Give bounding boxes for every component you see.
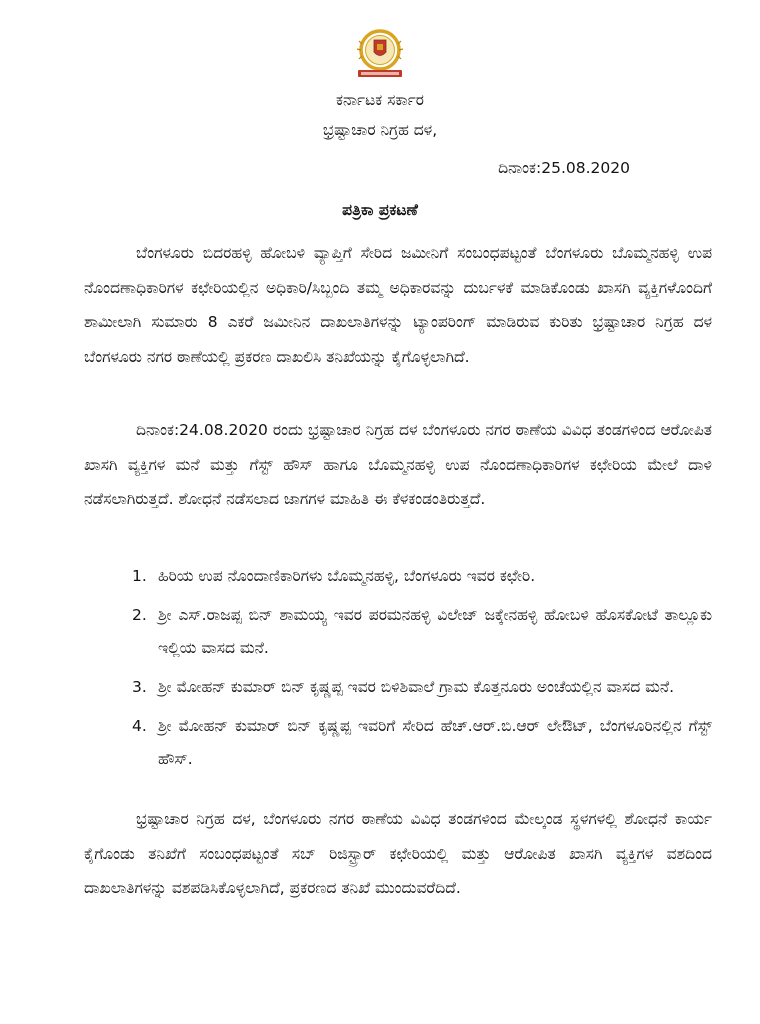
karnataka-state-emblem-icon — [350, 28, 410, 80]
list-item — [132, 671, 712, 704]
list-item-number: 4. — [132, 717, 147, 735]
list-item-text: ಹಿರಿಯ ಉಪ ನೊಂದಾಣಿಕಾರಿಗಳು ಬೊಮ್ಮನಹಳ್ಳಿ, ಬೆಂಗಳೂರು ಇವರ ಕಛೇರಿ. — [158, 567, 536, 585]
list-item-text: ಶ್ರೀ ಮೋಹನ್ ಕುಮಾರ್ ಬಿನ್ ಕೃಷ್ಣಪ್ಪ ಇವರ ಬಿಳಿಶಿವಾಲೆ ಗ್ರಾಮ ಕೊತ್ತನೂರು ಅಂಚೆಯಲ್ಲಿನ ವಾಸದ ಮನೆ. — [158, 678, 675, 696]
government-name: ಕರ್ನಾಟಕ ಸರ್ಕಾರ — [335, 91, 425, 109]
list-item — [132, 599, 712, 665]
list-item — [132, 710, 712, 776]
paragraph-case-registration: ಬೆಂಗಳೂರು ಬಿದರಹಳ್ಳಿ ಹೋಬಳಿ ವ್ಯಾಪ್ತಿಗೆ ಸೇರಿದ ಜಮೀನಿಗೆ ಸಂಬಂಧಪಟ್ಟಂತೆ ಬೆಂಗಳೂರು ಬೊಮ್ಮನಹಳ್ಳಿ ಉಪ ನೊಂದಣಾಧಿಕಾರಿಗಳ ಕಛೇರಿಯಲ್ಲಿನ ಅಧಿಕಾರಿ/ಸಿಬ್ಬಂದಿ ತಮ್ಮ ಅಧಿಕಾರವನ್ನು ದುರ್ಬಳಕೆ ಮಾಡಿಕೊಂಡು ಖಾಸಗಿ ವ್ಯಕ್ತಿಗಳೊಂದಿಗೆ ಶಾಮೀಲಾಗಿ ಸುಮಾರು 8 ಎಕರೆ ಜಮೀನಿನ ದಾಖಲಾತಿಗಳನ್ನು ಟ್ಯಾಂಪರಿಂಗ್ ಮಾಡಿರುವ ಕುರಿತು ಭ್ರಷ್ಟಾಚಾರ ನಿಗ್ರಹ ದಳ ಬೆಂಗಳೂರು ನಗರ ಠಾಣೆಯಲ್ಲಿ ಪ್ರಕರಣ ದಾಖಲಿಸಿ ತನಿಖೆಯನ್ನು ಕೈಗೊಳ್ಳಲಾಗಿದೆ. — [84, 244, 712, 366]
list-item-number: 2. — [132, 606, 147, 624]
list-item-number: 1. — [132, 567, 147, 585]
paragraph-raid-details: ದಿನಾಂಕ:24.08.2020 ರಂದು ಭ್ರಷ್ಟಾಚಾರ ನಿಗ್ರಹ ದಳ ಬೆಂಗಳೂರು ನಗರ ಠಾಣೆಯ ವಿವಿಧ ತಂಡಗಳಿಂದ ಆರೋಪಿತ ಖಾಸಗಿ ವ್ಯಕ್ತಿಗಳ ಮನೆ ಮತ್ತು ಗೆಸ್ಟ್ ಹೌಸ್ ಹಾಗೂ ಬೊಮ್ಮನಹಳ್ಳಿ ಉಪ ನೊಂದಣಾಧಿಕಾರಿಗಳ ಕಛೇರಿಯ ಮೇಲೆ ದಾಳಿ ನಡೆಸಲಾಗಿರುತ್ತದೆ. ಶೋಧನೆ ನಡೆಸಲಾದ ಜಾಗಗಳ ಮಾಹಿತಿ ಈ ಕೆಳಕಂಡಂತಿರುತ್ತದೆ. — [84, 421, 712, 508]
department-name: ಭ್ರಷ್ಟಾಚಾರ ನಿಗ್ರಹ ದಳ, — [322, 121, 438, 139]
list-item-number: 3. — [132, 678, 147, 696]
release-date: ದಿನಾಂಕ:25.08.2020 — [498, 159, 630, 177]
list-item-text: ಶ್ರೀ ಮೋಹನ್ ಕುಮಾರ್ ಬಿನ್ ಕೃಷ್ಣಪ್ಪ ಇವರಿಗೆ ಸೇರಿದ ಹೆಚ್.ಆರ್.ಬಿ.ಆರ್ ಲೇಔಟ್, ಬೆಂಗಳೂರಿನಲ್ಲಿನ ಗೆಸ್ಟ್ ಹೌಸ್. — [158, 717, 712, 768]
press-release-title: ಪತ್ರಿಕಾ ಪ್ರಕಟಣೆ — [342, 201, 418, 219]
searched-locations-list — [132, 560, 712, 782]
paragraph-investigation-status: ಭ್ರಷ್ಟಾಚಾರ ನಿಗ್ರಹ ದಳ, ಬೆಂಗಳೂರು ನಗರ ಠಾಣೆಯ ವಿವಿಧ ತಂಡಗಳಿಂದ ಮೇಲ್ಕಂಡ ಸ್ಥಳಗಳಲ್ಲಿ ಶೋಧನೆ ಕಾರ್ಯ ಕೈಗೊಂಡು ತನಿಖೆಗೆ ಸಂಬಂಧಪಟ್ಟಂತೆ ಸಬ್ ರಿಜಿಸ್ಟ್ರಾರ್ ಕಛೇರಿಯಲ್ಲಿ ಮತ್ತು ಆರೋಪಿತ ಖಾಸಗಿ ವ್ಯಕ್ತಿಗಳ ವಶದಿಂದ ದಾಖಲಾತಿಗಳನ್ನು ವಶಪಡಿಸಿಕೊಳ್ಳಲಾಗಿದೆ, ಪ್ರಕರಣದ ತನಿಖೆ ಮುಂದುವರೆದಿದೆ. — [84, 810, 712, 897]
list-item-text: ಶ್ರೀ ಎಸ್.ರಾಜಪ್ಪ ಬಿನ್ ಶಾಮಯ್ಯ ಇವರ ಪರಮನಹಳ್ಳಿ ವಿಲೇಜ್ ಜಕ್ಕೇನಹಳ್ಳಿ ಹೋಬಳಿ ಹೊಸಕೋಟೆ ತಾಲ್ಲೂಕು ಇಲ್ಲಿಯ ವಾಸದ ಮನೆ. — [158, 606, 712, 657]
list-item — [132, 560, 712, 593]
